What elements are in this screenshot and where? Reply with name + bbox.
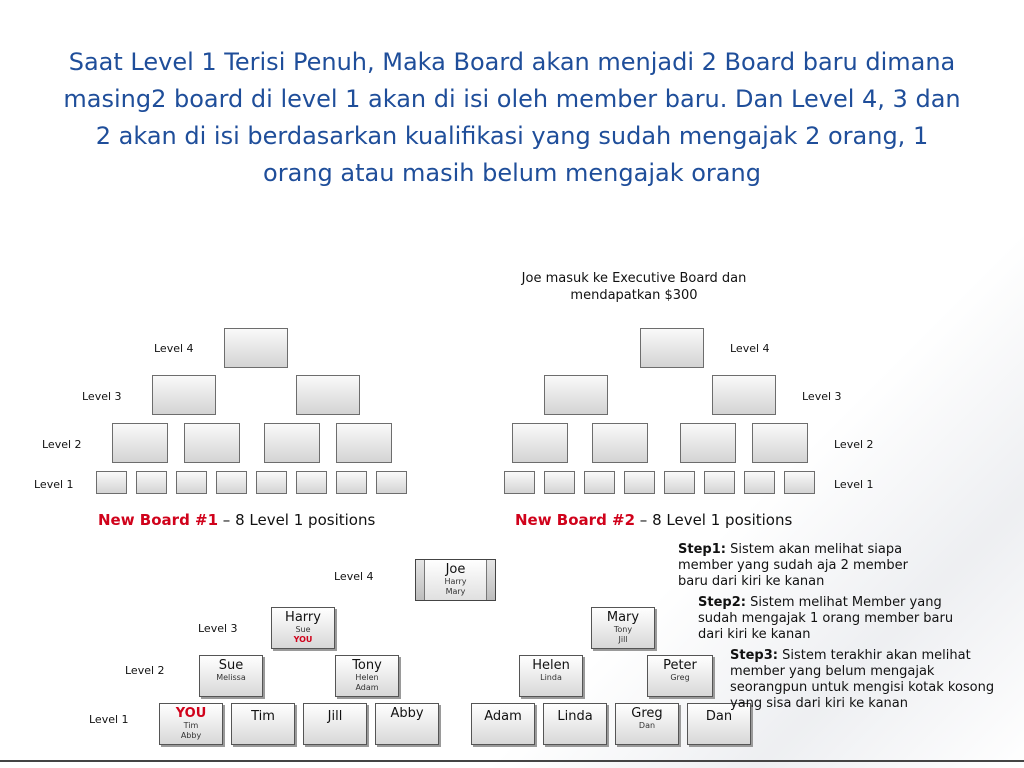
step-1-text: Sistem akan melihat siapa member yang sudah aja 2 member baru dari kiri ke kanan <box>678 542 908 589</box>
tree-level1-label: Level 1 <box>89 713 129 726</box>
step-3-text: Sistem terakhir akan melihat member yang belum mengajak seorangpun untuk mengisi kotak kosong yang sisa dari kiri ke kanan <box>730 648 995 711</box>
node-sue-sub: Melissa <box>216 673 246 682</box>
node-helen-sub: Linda <box>540 673 562 682</box>
node-you-sub: Abby <box>180 731 202 740</box>
step-1-label: Step1: <box>678 542 726 557</box>
board2-l1-slot <box>784 471 815 494</box>
board1-title-suffix: – 8 Level 1 positions <box>218 511 376 529</box>
board2-l4-slot <box>640 328 704 368</box>
node-adam-name: Adam <box>484 709 522 724</box>
node-tony-sub: Helen <box>355 673 379 682</box>
board2-level3-label: Level 3 <box>802 390 842 403</box>
board2-level4-label: Level 4 <box>730 342 770 355</box>
board1-l1-slot <box>216 471 247 494</box>
board1-l1-slot <box>296 471 327 494</box>
board2-l1-slot <box>664 471 695 494</box>
board2-l2-slot <box>512 423 568 463</box>
board2-l1-slot <box>584 471 615 494</box>
board2-title <box>515 511 792 529</box>
node-joe-name: Joe <box>445 562 466 577</box>
joe-caption: Joe masuk ke Executive Board dan mendapatkan $300 <box>521 271 747 303</box>
node-mary-sub: Tony <box>613 625 633 634</box>
board1-l1-slot <box>176 471 207 494</box>
node-joe-sub: Mary <box>445 587 466 596</box>
node-greg <box>615 703 679 745</box>
node-greg-sub: Dan <box>638 721 656 730</box>
board1-l4-slot <box>224 328 288 368</box>
node-mary <box>591 607 655 649</box>
board2-l1-slot <box>544 471 575 494</box>
board2-title-name: New Board #2 <box>515 511 636 529</box>
board2-l3-slot <box>712 375 776 415</box>
board1-level2-label: Level 2 <box>42 438 82 451</box>
node-peter-sub: Greg <box>670 673 690 682</box>
tree-level3-label: Level 3 <box>198 622 238 635</box>
node-peter <box>647 655 713 697</box>
board1-l3-slot <box>296 375 360 415</box>
board2-l3-slot <box>544 375 608 415</box>
board2-level1-label: Level 1 <box>834 478 874 491</box>
board1-title-name: New Board #1 <box>98 511 219 529</box>
node-you-sub: Tim <box>183 721 199 730</box>
node-harry-name: Harry <box>285 610 321 625</box>
node-tony-name: Tony <box>352 658 382 673</box>
board1-level4-label: Level 4 <box>154 342 194 355</box>
node-mary-name: Mary <box>606 610 640 625</box>
board2-l1-slot <box>504 471 535 494</box>
node-helen <box>519 655 583 697</box>
board1-l1-slot <box>256 471 287 494</box>
step-2 <box>698 595 980 643</box>
node-mary-sub: Jill <box>618 635 628 644</box>
node-helen-name: Helen <box>532 658 570 673</box>
node-tim-name: Tim <box>251 709 275 724</box>
node-abby <box>375 703 439 745</box>
node-harry <box>271 607 335 649</box>
node-joe-sub: Harry <box>444 577 467 586</box>
step-2-text: Sistem melihat Member yang sudah mengajak 1 orang member baru dari kiri ke kanan <box>698 595 954 642</box>
node-you-name: YOU <box>175 706 207 721</box>
board2-l1-slot <box>744 471 775 494</box>
node-tim <box>231 703 295 745</box>
board1-l1-slot <box>96 471 127 494</box>
node-harry-sub-you: YOU <box>293 635 313 644</box>
node-jill-name: Jill <box>327 709 343 724</box>
board2-l2-slot <box>680 423 736 463</box>
board1-l2-slot <box>112 423 168 463</box>
node-sue-name: Sue <box>218 658 244 673</box>
board1-l3-slot <box>152 375 216 415</box>
step-1 <box>678 542 940 590</box>
board1-l2-slot <box>184 423 240 463</box>
step-3 <box>730 648 1002 712</box>
board2-title-suffix: – 8 Level 1 positions <box>635 511 793 529</box>
board2-l2-slot <box>592 423 648 463</box>
node-dan-name: Dan <box>705 709 733 724</box>
step-3-label: Step3: <box>730 648 778 663</box>
tree-level2-label: Level 2 <box>125 664 165 677</box>
tree-level4-label: Level 4 <box>334 570 374 583</box>
board1-title <box>98 511 375 529</box>
board1-l2-slot <box>336 423 392 463</box>
board1-l1-slot <box>136 471 167 494</box>
node-peter-name: Peter <box>663 658 697 673</box>
node-tony-sub: Adam <box>355 683 379 692</box>
board2-l2-slot <box>752 423 808 463</box>
node-adam <box>471 703 535 745</box>
board1-l2-slot <box>264 423 320 463</box>
headline: Saat Level 1 Terisi Penuh, Maka Board akan menjadi 2 Board baru dimana masing2 board di level 1 akan di isi oleh member baru. Dan Level 4, 3 dan 2 akan di isi berdasarkan kualifikasi yang sudah mengajak 2 orang, 1 orang atau masih belum mengajak orang <box>63 48 961 187</box>
node-jill <box>303 703 367 745</box>
bottom-divider <box>0 760 1024 762</box>
board1-l1-slot <box>336 471 367 494</box>
node-you <box>159 703 223 745</box>
node-tony <box>335 655 399 697</box>
node-greg-name: Greg <box>631 706 663 721</box>
board1-level3-label: Level 3 <box>82 390 122 403</box>
node-linda <box>543 703 607 745</box>
board2-level2-label: Level 2 <box>834 438 874 451</box>
board2-l1-slot <box>704 471 735 494</box>
node-harry-sub: Sue <box>295 625 311 634</box>
step-2-label: Step2: <box>698 595 746 610</box>
board1-level1-label: Level 1 <box>34 478 74 491</box>
node-joe <box>415 559 496 601</box>
node-linda-name: Linda <box>557 709 593 724</box>
node-abby-name: Abby <box>390 706 424 721</box>
board2-l1-slot <box>624 471 655 494</box>
board1-l1-slot <box>376 471 407 494</box>
node-sue <box>199 655 263 697</box>
